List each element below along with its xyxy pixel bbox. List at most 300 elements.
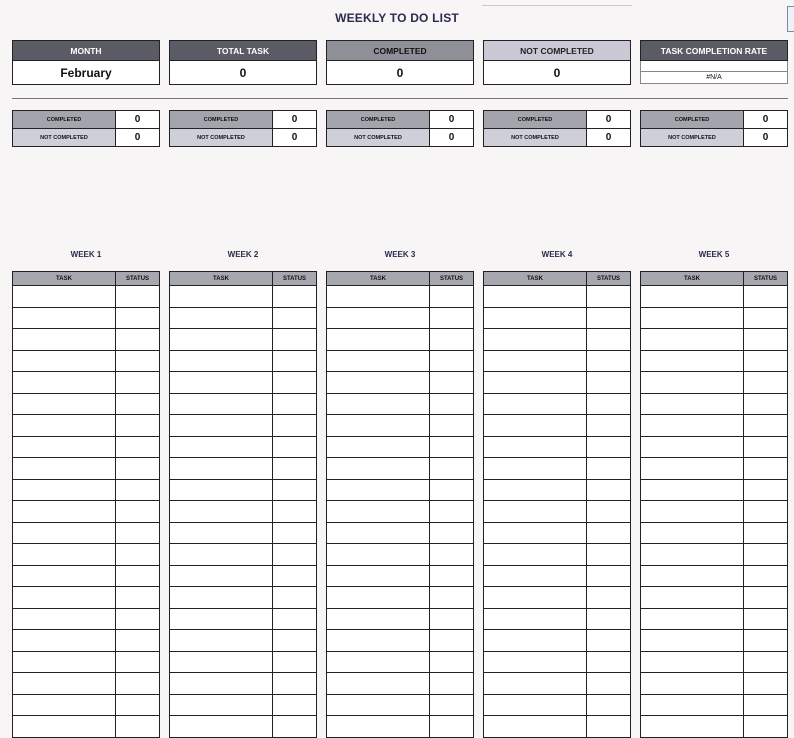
task-row <box>13 479 160 501</box>
status-cell[interactable] <box>587 716 631 738</box>
task-cell[interactable] <box>484 501 587 523</box>
task-row <box>13 651 160 673</box>
task-cell[interactable] <box>641 436 744 458</box>
task-row <box>484 415 631 437</box>
task-cell[interactable] <box>484 587 587 609</box>
task-cell[interactable] <box>13 608 116 630</box>
status-cell[interactable] <box>587 651 631 673</box>
task-cell[interactable] <box>327 372 430 394</box>
task-row <box>327 479 474 501</box>
status-cell[interactable] <box>116 501 160 523</box>
page-title: WEEKLY TO DO LIST <box>335 11 459 25</box>
task-cell[interactable] <box>170 716 273 738</box>
month-value[interactable]: February <box>12 61 160 85</box>
task-row <box>13 415 160 437</box>
status-cell[interactable] <box>744 415 788 437</box>
status-cell[interactable] <box>744 372 788 394</box>
status-cell[interactable] <box>587 479 631 501</box>
status-cell[interactable] <box>587 458 631 480</box>
task-cell[interactable] <box>13 651 116 673</box>
task-cell[interactable] <box>13 522 116 544</box>
task-row <box>641 350 788 372</box>
task-cell[interactable] <box>13 458 116 480</box>
task-cell[interactable] <box>327 673 430 695</box>
status-cell[interactable] <box>744 458 788 480</box>
completion-rate-spacer <box>640 61 788 72</box>
task-cell[interactable] <box>327 565 430 587</box>
status-cell[interactable] <box>744 544 788 566</box>
task-header: TASK <box>327 272 430 286</box>
status-cell[interactable] <box>116 329 160 351</box>
task-row <box>641 565 788 587</box>
task-cell[interactable] <box>484 565 587 587</box>
status-cell[interactable] <box>273 479 317 501</box>
status-cell[interactable] <box>273 587 317 609</box>
status-cell[interactable] <box>744 436 788 458</box>
completed-label: COMPLETED <box>13 111 116 129</box>
status-cell[interactable] <box>587 436 631 458</box>
task-cell[interactable] <box>13 673 116 695</box>
status-cell[interactable] <box>430 608 474 630</box>
task-cell[interactable] <box>13 501 116 523</box>
task-cell[interactable] <box>13 436 116 458</box>
task-cell[interactable] <box>13 587 116 609</box>
task-cell[interactable] <box>484 372 587 394</box>
task-row <box>641 393 788 415</box>
status-cell[interactable] <box>430 673 474 695</box>
status-cell[interactable] <box>744 329 788 351</box>
task-row <box>641 372 788 394</box>
status-cell[interactable] <box>116 372 160 394</box>
status-cell[interactable] <box>430 651 474 673</box>
status-cell[interactable] <box>430 286 474 308</box>
status-cell[interactable] <box>116 415 160 437</box>
task-cell[interactable] <box>327 522 430 544</box>
task-cell[interactable] <box>641 286 744 308</box>
task-row <box>327 544 474 566</box>
status-cell[interactable] <box>744 608 788 630</box>
task-cell[interactable] <box>170 479 273 501</box>
status-cell[interactable] <box>587 694 631 716</box>
task-cell[interactable] <box>327 651 430 673</box>
task-row <box>641 329 788 351</box>
status-cell[interactable] <box>273 329 317 351</box>
task-row <box>13 329 160 351</box>
task-cell[interactable] <box>641 694 744 716</box>
task-cell[interactable] <box>484 651 587 673</box>
task-cell[interactable] <box>327 286 430 308</box>
task-cell[interactable] <box>170 436 273 458</box>
completed-label: COMPLETED <box>641 111 744 129</box>
status-cell[interactable] <box>587 329 631 351</box>
task-row <box>13 587 160 609</box>
status-cell[interactable] <box>116 458 160 480</box>
task-cell[interactable] <box>641 565 744 587</box>
task-row <box>327 673 474 695</box>
task-row <box>170 415 317 437</box>
month-label: MONTH <box>12 40 160 61</box>
status-cell[interactable] <box>587 544 631 566</box>
task-cell[interactable] <box>170 544 273 566</box>
status-cell[interactable] <box>744 716 788 738</box>
task-row <box>327 329 474 351</box>
task-row <box>641 630 788 652</box>
status-cell[interactable] <box>273 286 317 308</box>
task-row <box>484 436 631 458</box>
status-cell[interactable] <box>744 393 788 415</box>
status-cell[interactable] <box>744 673 788 695</box>
task-cell[interactable] <box>170 608 273 630</box>
task-cell[interactable] <box>13 415 116 437</box>
task-row <box>327 565 474 587</box>
task-cell[interactable] <box>327 415 430 437</box>
not-completed-box <box>483 40 631 86</box>
week4-stats <box>483 110 631 147</box>
status-cell[interactable] <box>116 673 160 695</box>
task-row <box>327 415 474 437</box>
task-row <box>327 630 474 652</box>
task-row <box>170 350 317 372</box>
status-cell[interactable] <box>116 587 160 609</box>
status-cell[interactable] <box>273 673 317 695</box>
task-cell[interactable] <box>641 372 744 394</box>
task-cell[interactable] <box>484 522 587 544</box>
task-row <box>327 307 474 329</box>
task-cell[interactable] <box>641 522 744 544</box>
task-cell[interactable] <box>13 716 116 738</box>
status-cell[interactable] <box>744 350 788 372</box>
task-cell[interactable] <box>484 608 587 630</box>
task-cell[interactable] <box>641 479 744 501</box>
status-cell[interactable] <box>744 565 788 587</box>
not-completed-count: 0 <box>273 129 317 147</box>
status-cell[interactable] <box>116 286 160 308</box>
status-cell[interactable] <box>273 458 317 480</box>
status-cell[interactable] <box>587 415 631 437</box>
task-row <box>641 587 788 609</box>
task-cell[interactable] <box>484 393 587 415</box>
status-cell[interactable] <box>430 372 474 394</box>
status-cell[interactable] <box>430 415 474 437</box>
task-cell[interactable] <box>13 565 116 587</box>
status-cell[interactable] <box>430 436 474 458</box>
status-cell[interactable] <box>116 608 160 630</box>
task-cell[interactable] <box>484 329 587 351</box>
task-cell[interactable] <box>484 694 587 716</box>
task-cell[interactable] <box>641 673 744 695</box>
completed-label: COMPLETED <box>327 111 430 129</box>
status-cell[interactable] <box>587 673 631 695</box>
task-cell[interactable] <box>484 630 587 652</box>
completed-label: COMPLETED <box>326 40 474 61</box>
task-cell[interactable] <box>327 329 430 351</box>
task-cell[interactable] <box>327 393 430 415</box>
task-row <box>13 673 160 695</box>
task-row <box>484 329 631 351</box>
task-row <box>13 565 160 587</box>
status-cell[interactable] <box>273 694 317 716</box>
task-row <box>13 350 160 372</box>
not-completed-label: NOT COMPLETED <box>170 129 273 147</box>
status-cell[interactable] <box>273 501 317 523</box>
status-cell[interactable] <box>587 372 631 394</box>
status-cell[interactable] <box>430 458 474 480</box>
status-cell[interactable] <box>273 415 317 437</box>
task-cell[interactable] <box>327 501 430 523</box>
task-cell[interactable] <box>641 630 744 652</box>
status-cell[interactable] <box>116 350 160 372</box>
task-cell[interactable] <box>641 608 744 630</box>
status-cell[interactable] <box>273 716 317 738</box>
task-cell[interactable] <box>170 673 273 695</box>
task-row <box>170 307 317 329</box>
status-cell[interactable] <box>116 544 160 566</box>
task-cell[interactable] <box>484 415 587 437</box>
status-cell[interactable] <box>116 651 160 673</box>
task-cell[interactable] <box>484 350 587 372</box>
task-row <box>641 458 788 480</box>
task-cell[interactable] <box>327 608 430 630</box>
task-cell[interactable] <box>13 544 116 566</box>
task-cell[interactable] <box>327 479 430 501</box>
status-cell[interactable] <box>744 501 788 523</box>
task-cell[interactable] <box>484 307 587 329</box>
status-cell[interactable] <box>587 350 631 372</box>
task-row <box>327 587 474 609</box>
status-cell[interactable] <box>430 307 474 329</box>
task-cell[interactable] <box>641 458 744 480</box>
status-cell[interactable] <box>587 608 631 630</box>
task-cell[interactable] <box>484 458 587 480</box>
completed-count: 0 <box>744 111 788 129</box>
task-row <box>484 694 631 716</box>
status-cell[interactable] <box>430 716 474 738</box>
week2-stats <box>169 110 317 147</box>
task-cell[interactable] <box>641 350 744 372</box>
task-cell[interactable] <box>641 716 744 738</box>
task-cell[interactable] <box>170 415 273 437</box>
status-cell[interactable] <box>273 544 317 566</box>
task-cell[interactable] <box>170 630 273 652</box>
status-cell[interactable] <box>273 372 317 394</box>
status-cell[interactable] <box>273 307 317 329</box>
task-cell[interactable] <box>327 716 430 738</box>
task-row <box>327 608 474 630</box>
status-cell[interactable] <box>430 501 474 523</box>
task-cell[interactable] <box>641 544 744 566</box>
task-cell[interactable] <box>327 350 430 372</box>
status-cell[interactable] <box>744 479 788 501</box>
status-cell[interactable] <box>273 565 317 587</box>
week2-title: WEEK 2 <box>227 250 259 259</box>
task-row <box>13 630 160 652</box>
task-row <box>641 694 788 716</box>
status-cell[interactable] <box>273 522 317 544</box>
status-cell[interactable] <box>116 522 160 544</box>
status-cell[interactable] <box>273 350 317 372</box>
not-completed-label: NOT COMPLETED <box>327 129 430 147</box>
task-cell[interactable] <box>170 522 273 544</box>
status-cell[interactable] <box>430 393 474 415</box>
task-cell[interactable] <box>327 436 430 458</box>
task-cell[interactable] <box>13 286 116 308</box>
status-cell[interactable] <box>116 307 160 329</box>
task-cell[interactable] <box>484 673 587 695</box>
task-cell[interactable] <box>13 479 116 501</box>
task-header: TASK <box>484 272 587 286</box>
task-row <box>484 544 631 566</box>
not-completed-label: NOT COMPLETED <box>483 40 631 61</box>
task-cell[interactable] <box>484 286 587 308</box>
task-row <box>170 673 317 695</box>
not-completed-count: 0 <box>744 129 788 147</box>
task-cell[interactable] <box>641 501 744 523</box>
status-cell[interactable] <box>273 393 317 415</box>
task-cell[interactable] <box>484 436 587 458</box>
month-box <box>12 40 160 86</box>
task-cell[interactable] <box>170 393 273 415</box>
week5-task-table <box>640 271 788 738</box>
task-cell[interactable] <box>170 372 273 394</box>
not-completed-count: 0 <box>587 129 631 147</box>
task-cell[interactable] <box>13 329 116 351</box>
task-cell[interactable] <box>13 694 116 716</box>
status-cell[interactable] <box>744 286 788 308</box>
task-cell[interactable] <box>641 587 744 609</box>
task-row <box>327 350 474 372</box>
task-cell[interactable] <box>484 716 587 738</box>
task-row <box>170 436 317 458</box>
task-row <box>13 436 160 458</box>
status-cell[interactable] <box>430 522 474 544</box>
status-cell[interactable] <box>273 436 317 458</box>
status-cell[interactable] <box>587 307 631 329</box>
task-cell[interactable] <box>170 329 273 351</box>
task-row <box>327 716 474 738</box>
status-cell[interactable] <box>744 651 788 673</box>
task-cell[interactable] <box>13 630 116 652</box>
status-cell[interactable] <box>587 501 631 523</box>
task-row <box>641 479 788 501</box>
task-row <box>484 651 631 673</box>
status-cell[interactable] <box>430 565 474 587</box>
status-cell[interactable] <box>430 479 474 501</box>
status-cell[interactable] <box>587 587 631 609</box>
status-cell[interactable] <box>587 565 631 587</box>
status-cell[interactable] <box>587 393 631 415</box>
task-row <box>641 544 788 566</box>
task-cell[interactable] <box>327 544 430 566</box>
task-cell[interactable] <box>170 458 273 480</box>
task-row <box>13 393 160 415</box>
status-cell[interactable] <box>587 286 631 308</box>
task-row <box>327 286 474 308</box>
task-row <box>170 393 317 415</box>
status-cell[interactable] <box>116 479 160 501</box>
status-cell[interactable] <box>273 630 317 652</box>
status-cell[interactable] <box>430 350 474 372</box>
task-cell[interactable] <box>327 307 430 329</box>
status-cell[interactable] <box>430 544 474 566</box>
top-border-line <box>482 5 632 6</box>
task-row <box>327 436 474 458</box>
task-cell[interactable] <box>13 350 116 372</box>
status-cell[interactable] <box>430 587 474 609</box>
task-cell[interactable] <box>170 307 273 329</box>
task-row <box>484 630 631 652</box>
status-cell[interactable] <box>116 565 160 587</box>
task-cell[interactable] <box>484 544 587 566</box>
task-row <box>641 651 788 673</box>
task-row <box>13 501 160 523</box>
task-cell[interactable] <box>641 651 744 673</box>
status-cell[interactable] <box>116 694 160 716</box>
status-cell[interactable] <box>273 651 317 673</box>
task-row <box>13 544 160 566</box>
task-cell[interactable] <box>170 501 273 523</box>
status-cell[interactable] <box>744 307 788 329</box>
completion-rate-label: TASK COMPLETION RATE <box>640 40 788 61</box>
task-cell[interactable] <box>641 307 744 329</box>
status-cell[interactable] <box>744 630 788 652</box>
section-divider <box>12 98 788 99</box>
task-cell[interactable] <box>641 393 744 415</box>
status-cell[interactable] <box>587 522 631 544</box>
status-cell[interactable] <box>430 694 474 716</box>
task-cell[interactable] <box>327 587 430 609</box>
task-cell[interactable] <box>641 415 744 437</box>
task-cell[interactable] <box>484 479 587 501</box>
status-cell[interactable] <box>116 630 160 652</box>
task-cell[interactable] <box>327 694 430 716</box>
status-cell[interactable] <box>430 630 474 652</box>
status-cell[interactable] <box>744 694 788 716</box>
status-header: STATUS <box>744 272 788 286</box>
completed-count: 0 <box>587 111 631 129</box>
task-row <box>641 415 788 437</box>
task-cell[interactable] <box>327 630 430 652</box>
status-cell[interactable] <box>744 587 788 609</box>
task-cell[interactable] <box>170 694 273 716</box>
status-cell[interactable] <box>430 329 474 351</box>
task-cell[interactable] <box>170 565 273 587</box>
task-cell[interactable] <box>13 372 116 394</box>
task-row <box>641 286 788 308</box>
task-row <box>170 630 317 652</box>
task-cell[interactable] <box>170 587 273 609</box>
task-row <box>13 372 160 394</box>
status-cell[interactable] <box>744 522 788 544</box>
task-row <box>484 608 631 630</box>
task-cell[interactable] <box>170 350 273 372</box>
completed-box <box>326 40 474 86</box>
total-task-label: TOTAL TASK <box>169 40 317 61</box>
task-cell[interactable] <box>13 307 116 329</box>
status-cell[interactable] <box>116 436 160 458</box>
task-cell[interactable] <box>170 651 273 673</box>
task-cell[interactable] <box>13 393 116 415</box>
task-cell[interactable] <box>327 458 430 480</box>
status-cell[interactable] <box>587 630 631 652</box>
task-cell[interactable] <box>641 329 744 351</box>
status-cell[interactable] <box>116 716 160 738</box>
task-cell[interactable] <box>170 286 273 308</box>
not-completed-value: 0 <box>483 61 631 85</box>
status-cell[interactable] <box>273 608 317 630</box>
task-row <box>13 716 160 738</box>
week2-task-table <box>169 271 317 738</box>
status-cell[interactable] <box>116 393 160 415</box>
